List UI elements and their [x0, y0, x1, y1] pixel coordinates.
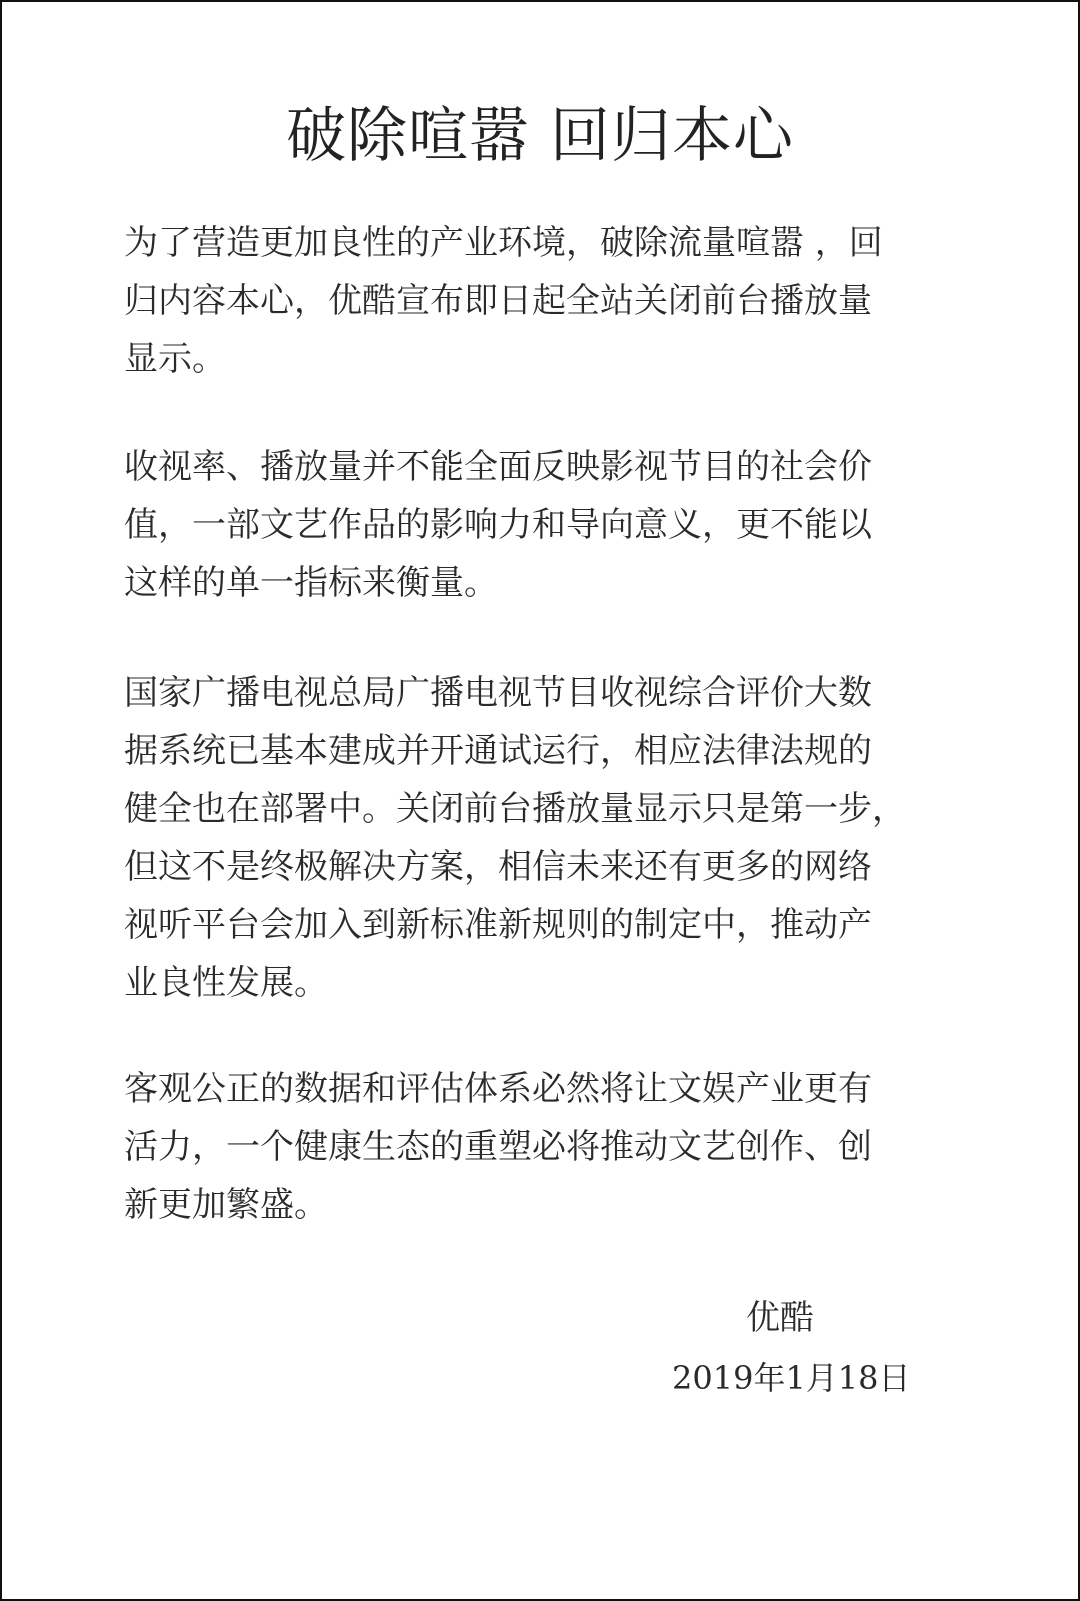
paragraph-line: 这样的单一指标来衡量。 — [124, 563, 498, 603]
paragraph-line: 新更加繁盛。 — [124, 1185, 328, 1225]
paragraph-line: 健全也在部署中。关闭前台播放量显示只是第一步， — [124, 789, 906, 829]
paragraph-line: 活力，一个健康生态的重塑必将推动文艺创作、创 — [124, 1127, 872, 1167]
paragraph-line: 业良性发展。 — [124, 963, 328, 1003]
paragraph-line: 显示。 — [124, 339, 226, 379]
paragraph-line: 据系统已基本建成并开通试运行，相应法律法规的 — [124, 731, 872, 771]
paragraph-line: 值，一部文艺作品的影响力和导向意义，更不能以 — [124, 505, 872, 545]
paragraph-line: 但这不是终极解决方案，相信未来还有更多的网络 — [124, 847, 872, 887]
paragraph-line: 归内容本心，优酷宣布即日起全站关闭前台播放量 — [124, 281, 872, 321]
signature: 优酷 — [746, 1298, 814, 1338]
paragraph-line: 视听平台会加入到新标准新规则的制定中，推动产 — [124, 905, 872, 945]
paragraph-4 — [124, 1060, 916, 1234]
paragraph-2 — [124, 438, 916, 612]
document-title: 破除喧嚣 回归本心 — [285, 101, 795, 171]
paragraph-line: 为了营造更加良性的产业环境，破除流量喧嚣 ，回 — [124, 223, 883, 263]
date: 2019年1月18日 — [672, 1359, 911, 1397]
paragraph-line: 国家广播电视总局广播电视节目收视综合评价大数 — [124, 673, 872, 713]
paragraph-1 — [124, 214, 916, 388]
paragraph-3 — [124, 664, 916, 1012]
paragraph-line: 收视率、播放量并不能全面反映影视节目的社会价 — [124, 447, 872, 487]
paragraph-line: 客观公正的数据和评估体系必然将让文娱产业更有 — [124, 1069, 872, 1109]
